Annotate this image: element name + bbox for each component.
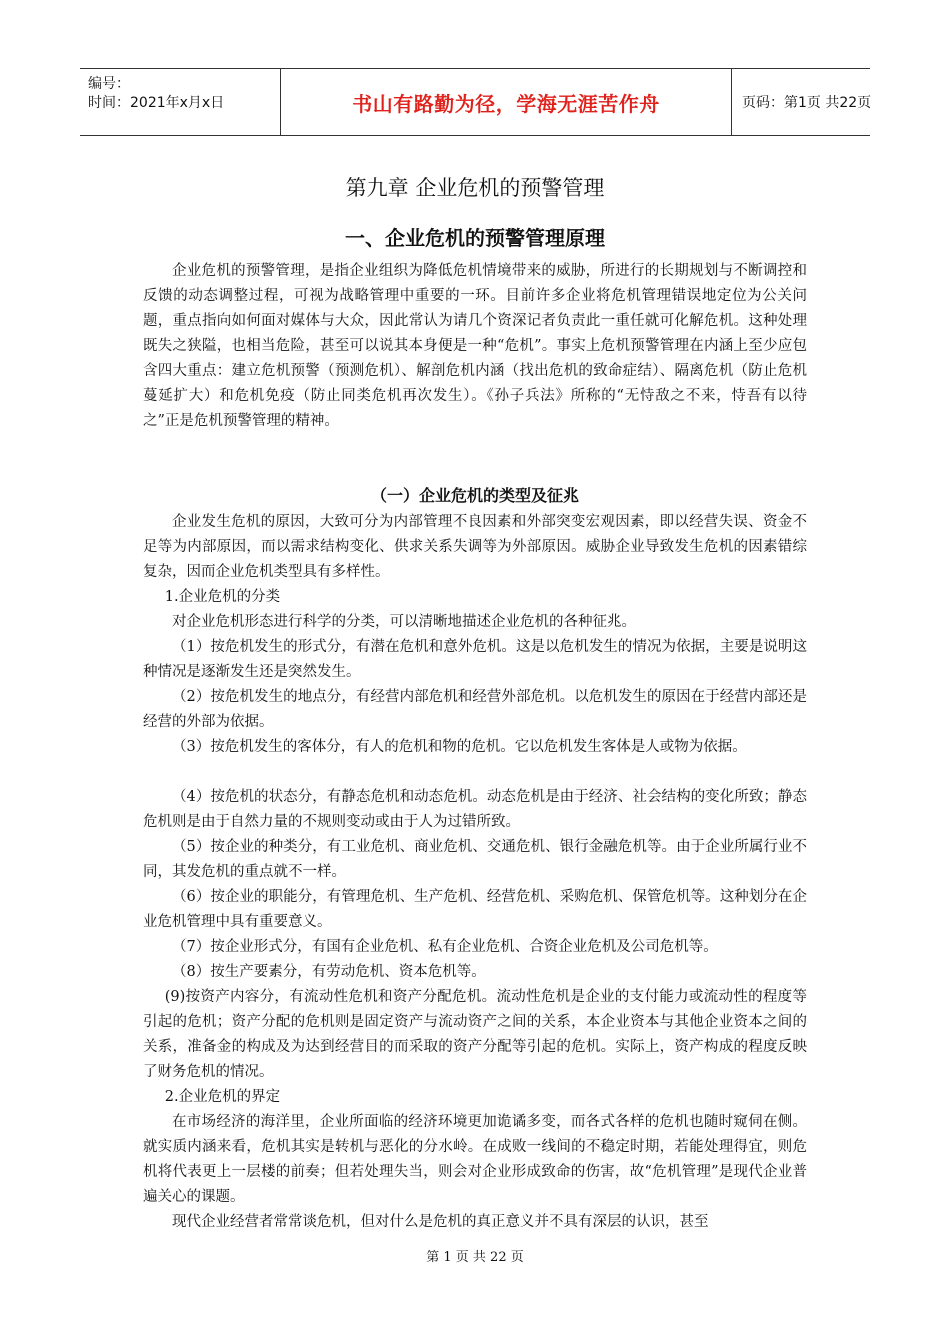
subsection-title: （一）企业危机的类型及征兆 bbox=[370, 486, 579, 505]
page-footer: 第 1 页 共 22 页 bbox=[426, 1250, 524, 1265]
paragraph: 企业发生危机的原因，大致可分为内部管理不良因素和外部突变宏观因素，即以经营失误、资金不足等为内部原因，而以需求结构变化、供求关系失调等为外部原因。威胁企业导致发生危机的因素错综复杂，因而企业危机类型具有多样性。 bbox=[143, 514, 807, 580]
list-item: （3）按危机发生的客体分，有人的危机和物的危机。它以危机发生客体是人或物为依据。 bbox=[172, 739, 747, 755]
intro-paragraph: 企业危机的预警管理，是指企业组织为降低危机情境带来的威胁，所进行的长期规划与不断调控和反馈的动态调整过程，可视为战略管理中重要的一环。目前许多企业将危机管理错误地定位为公关问题，重点指向如何面对媒体与大众，因此常认为请几个资深记者负责此一重任就可化解危机。这种处理既失之狭隘，也相当危险，甚至可以说其本身便是一种“危机”。事实上危机预警管理在内涵上至少应包含四大重点：建立危机预警（预测危机）、解剖危机内涵（找出危机的致命症结）、隔离危机（防止危机蔓延扩大）和危机免疫（防止同类危机再次发生）。《孙子兵法》所称的“无恃敌之不来，恃吾有以待之”正是危机预警管理的精神。 bbox=[143, 263, 807, 429]
header-motto: 书山有路勤为径，学海无涯苦作舟 bbox=[280, 69, 732, 135]
list-item: （7）按企业形式分，有国有企业危机、私有企业危机、合资企业危机及公司危机等。 bbox=[172, 939, 718, 955]
list-item: （5）按企业的种类分，有工业危机、商业危机、交通危机、银行金融危机等。由于企业所属行业不同，其发危机的重点就不一样。 bbox=[143, 839, 807, 880]
paragraph: 对企业危机形态进行科学的分类，可以清晰地描述企业危机的各种征兆。 bbox=[172, 614, 636, 630]
list-item: （6）按企业的职能分，有管理危机、生产危机、经营危机、采购危机、保管危机等。这种划分在企业危机管理中具有重要意义。 bbox=[143, 889, 807, 930]
list-item: （1）按危机发生的形式分，有潜在危机和意外危机。这是以危机发生的情况为依据，主要是说明这种情况是逐渐发生还是突然发生。 bbox=[143, 639, 807, 680]
list-item: （2）按危机发生的地点分，有经营内部危机和经营外部危机。以危机发生的原因在于经营内部还是经营的外部为依据。 bbox=[143, 689, 807, 730]
paragraph-heading: 2.企业危机的界定 bbox=[164, 1089, 281, 1105]
document-number: 编号： bbox=[88, 76, 130, 92]
paragraph-heading: 1.企业危机的分类 bbox=[164, 589, 281, 605]
list-item: （8）按生产要素分，有劳动危机、资本危机等。 bbox=[172, 964, 486, 980]
chapter-title: 第九章 企业危机的预警管理 bbox=[345, 176, 605, 200]
list-item: (9)按资产内容分，有流动性危机和资产分配危机。流动性危机是企业的支付能力或流动性的程度等引起的危机；资产分配的危机则是固定资产与流动资产之间的关系，本企业资本与其他企业资本之间的关系，准备金的构成及为达到经营目的而采取的资产分配等引起的危机。实际上，资产构成的程度反映了财务危机的情况。 bbox=[143, 989, 807, 1080]
header-meta bbox=[80, 69, 280, 135]
paragraph: 现代企业经营者常常谈危机，但对什么是危机的真正意义并不具有深层的认识，甚至 bbox=[172, 1214, 709, 1230]
document-date: 时间：2021年x月x日 bbox=[88, 95, 225, 111]
page-header bbox=[80, 68, 870, 136]
section-title: 一、企业危机的预警管理原理 bbox=[345, 226, 605, 250]
paragraph: 在市场经济的海洋里，企业所面临的经济环境更加诡谲多变，而各式各样的危机也随时窥伺在侧。就实质内涵来看，危机其实是转机与恶化的分水岭。在成败一线间的不稳定时期，若能处理得宜，则危机将代表更上一层楼的前奏；但若处理失当，则会对企业形成致命的伤害，故“危机管理”是现代企业普遍关心的课题。 bbox=[143, 1114, 807, 1205]
list-item: （4）按危机的状态分，有静态危机和动态危机。动态危机是由于经济、社会结构的变化所致；静态危机则是由于自然力量的不规则变动或由于人为过错所致。 bbox=[143, 789, 807, 830]
header-page-number: 页码：第1页 共22页 bbox=[742, 95, 872, 111]
